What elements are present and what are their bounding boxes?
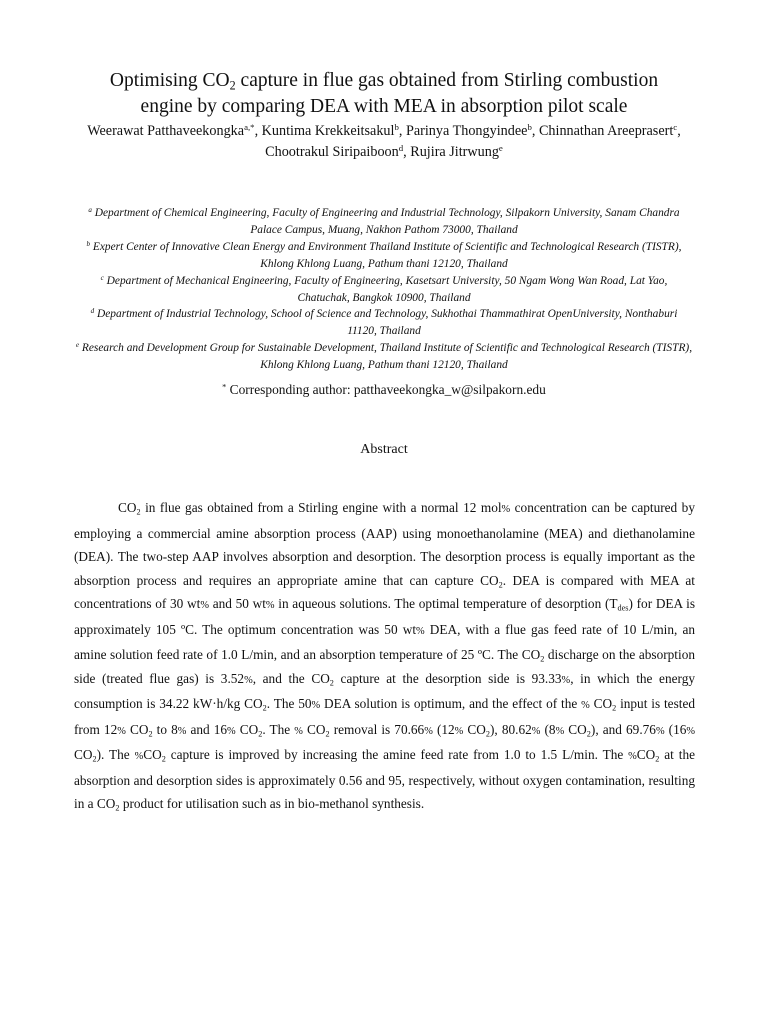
author-name: , Rujira Jitrwung <box>403 144 499 160</box>
abstract-text-run: 2 <box>498 579 503 589</box>
abstract-text-run: DEA solution is optimum, and the effect of the <box>320 696 582 711</box>
abstract-text-run: % <box>416 625 425 637</box>
author-separator: , <box>677 123 681 139</box>
abstract-text-run: % <box>227 725 236 737</box>
title-line1-text: Optimising CO <box>109 70 230 91</box>
author-affil-mark: d <box>398 143 404 154</box>
abstract-text-run: CO <box>118 500 137 515</box>
abstract-text-run: % <box>265 600 275 611</box>
abstract-text-run: % <box>244 674 253 686</box>
abstract-text-run: % <box>177 725 187 737</box>
abstract-text-run: % <box>531 725 541 737</box>
abstract-text-run: DEA, with a flue gas feed rate of 10 L/min, an amine solution feed rate of 1.0 L/min, and an absorption temperature of 25 ºC. The CO <box>74 621 695 662</box>
affiliation-e <box>75 340 693 374</box>
author-name: , Chinnathan Areeprasert <box>531 123 674 139</box>
abstract-text-run: CO <box>125 721 149 737</box>
abstract-text-run: % <box>628 751 637 762</box>
abstract-text-run: in flue gas obtained from a Stirling engine with a normal 12 mol <box>140 500 502 515</box>
affiliation-mark: d <box>90 307 95 316</box>
abstract-text-run: 2 <box>258 728 263 738</box>
abstract-text-run: to 8 <box>152 721 178 737</box>
corresponding-mark: * <box>222 382 227 392</box>
affiliation-mark: b <box>86 239 91 248</box>
abstract-text-run: . DEA is compared with MEA at concentrations of 30 wt <box>74 572 695 611</box>
abstract-text-run: 2 <box>115 803 120 813</box>
author-name: , Kuntima Krekkeitsakul <box>254 123 395 139</box>
abstract-text-run: 2 <box>262 703 267 713</box>
abstract-text-run: % <box>311 700 321 711</box>
abstract-text-run: product for utilisation such as in bio-methanol synthesis. <box>119 796 425 811</box>
abstract-text-run: % <box>555 725 565 737</box>
abstract-text-run: 2 <box>92 754 97 764</box>
abstract-text-run: % <box>501 504 511 515</box>
affiliation-c <box>75 273 693 307</box>
abstract-text-run: and 50 wt <box>208 596 266 611</box>
abstract-text-run: % <box>561 674 571 686</box>
abstract-text-run: capture at the desorption side is 93.33 <box>333 670 562 686</box>
affiliation-mark: e <box>75 341 80 350</box>
affiliation-text: Department of Mechanical Engineering, Faculty of Engineering, Kasetsart University, 50 Ngam Wong Wan Road, Lat Yao, Chatuchak, Bangkok 10900, Thailand <box>106 274 668 304</box>
author-affil-mark: b <box>527 122 532 133</box>
author-affil-mark: c <box>673 122 678 133</box>
abstract-text-run: % <box>134 751 144 762</box>
abstract-text-run: (16 <box>664 721 687 737</box>
abstract-text-run: CO <box>235 721 259 737</box>
author-list <box>70 121 698 163</box>
abstract-text-run: 2 <box>148 728 153 738</box>
corresponding-author-text: Corresponding author: patthaveekongka_w@silpakorn.edu <box>229 382 546 397</box>
abstract-text-run: at the absorption and desorption sides is approximately 0.56 and 95, respectively, without oxygen contamination, resulting in a CO <box>74 747 696 811</box>
abstract-heading: Abstract <box>360 442 408 457</box>
author-affil-mark: e <box>498 143 503 154</box>
abstract-text-run: % <box>655 725 665 737</box>
author-name: Weerawat Patthaveekongka <box>87 123 245 139</box>
abstract-text-run: 2 <box>485 728 490 738</box>
abstract-text-run: % <box>200 600 209 611</box>
affiliation-text: Research and Development Group for Sustainable Development, Thailand Institute of Scientific and Technological Research (TISTR), Khlong Khlong Luang, Pathum thani 12120, Thailand <box>81 342 693 372</box>
affiliation-text: Department of Chemical Engineering, Faculty of Engineering and Industrial Technology, Silpakorn University, Sanam Chandra Palace Campus, Muang, Nakhon Pathom 73000, Thailand <box>94 207 680 236</box>
abstract-text-run: 2 <box>136 507 141 517</box>
abstract-text-run: 2 <box>655 754 660 764</box>
affiliation-text: Department of Industrial Technology, School of Science and Technology, Sukhothai Thammathirat OpenUniversity, Nonthaburi 11120, Thailand <box>97 308 678 338</box>
abstract-text-run: % <box>454 725 464 737</box>
abstract-text-run: (12 <box>432 721 455 737</box>
abstract-text-run: capture is improved by increasing the amine feed rate from 1.0 to 1.5 L/min. The <box>165 747 629 762</box>
title-subscript: 2 <box>229 78 236 93</box>
abstract-text-run: 2 <box>325 728 330 738</box>
abstract-text-run: CO <box>636 747 656 762</box>
abstract-text-run: and 16 <box>186 721 228 737</box>
abstract-text-run: % <box>424 725 433 737</box>
abstract-text-run: % <box>294 725 303 737</box>
affiliation-d <box>75 306 693 340</box>
affiliation-mark: c <box>100 273 104 282</box>
abstract-text-run: (8 <box>540 721 556 737</box>
abstract-text-run: ), and 69.76 <box>590 721 656 737</box>
abstract-text-run: 2 <box>586 728 591 738</box>
affiliation-mark: a <box>88 206 92 215</box>
abstract-text-run: concentration can be captured by employing a commercial amine absorption process (AAP) using monoethanolamine (MEA) and diethanolamine (DEA). The two-step AAP involves absorption and desorption. The desorption process is equally important as the absorption process and requires an appropriate amine that can capture CO <box>74 500 695 588</box>
author-affil-mark: a,* <box>244 122 255 133</box>
abstract-text-run: ). The <box>96 747 135 762</box>
affiliation-b <box>75 239 693 273</box>
abstract-text-run: CO <box>143 747 162 762</box>
abstract-text-run: 2 <box>161 754 166 764</box>
abstract-text-run: CO <box>302 721 326 737</box>
abstract-text-run: removal is 70.66 <box>329 721 425 737</box>
abstract-text-run: CO <box>589 696 613 711</box>
abstract-text-run: CO <box>564 721 587 737</box>
paper-title <box>60 68 708 120</box>
abstract-text-run: . The 50 <box>266 696 312 711</box>
affiliation-text: Expert Center of Innovative Clean Energy and Environment Thailand Institute of Scientific and Technological Research (TISTR), Khlong Khlong Luang, Pathum thani 12120, Thailand <box>92 240 682 270</box>
author-affil-mark: b <box>394 122 399 133</box>
author-name: , Parinya Thongyindee <box>398 123 528 139</box>
abstract-body <box>74 496 695 816</box>
abstract-text-run: . The <box>262 721 295 737</box>
abstract-text-run: % <box>581 700 590 711</box>
title-line1-tail: capture in flue gas obtained from Stirling combustion <box>235 70 659 91</box>
author-name: Chootrakul Siripaiboon <box>265 144 399 160</box>
title-line2: engine by comparing DEA with MEA in absorption pilot scale <box>140 96 628 117</box>
abstract-text-run: 2 <box>612 703 617 713</box>
abstract-text-run: % <box>686 725 696 737</box>
abstract-text-run: des <box>617 603 629 613</box>
affiliation-list <box>75 205 693 374</box>
abstract-text-run: CO <box>463 721 486 737</box>
abstract-text-run: , and the CO <box>252 670 330 686</box>
abstract-text-run: ) for DEA is approximately 105 ºC. The optimum concentration was 50 wt <box>74 596 696 637</box>
corresponding-author <box>70 380 698 399</box>
abstract-text-run: ), 80.62 <box>490 721 532 737</box>
abstract-text-run: discharge on the absorption side (treated flue gas) is 3.52 <box>74 647 695 686</box>
abstract-text-run: in aqueous solutions. The optimal temperature of desorption (T <box>274 596 618 611</box>
abstract-text-run: 2 <box>329 677 334 687</box>
abstract-text-run: input is tested from 12 <box>74 696 695 737</box>
abstract-text-run: CO <box>74 747 93 762</box>
abstract-text-run: 2 <box>540 654 545 664</box>
abstract-text-run: % <box>117 725 126 737</box>
affiliation-a <box>75 205 693 239</box>
abstract-text-run: , in which the energy consumption is 34.22 kW·h/kg CO <box>74 670 695 711</box>
